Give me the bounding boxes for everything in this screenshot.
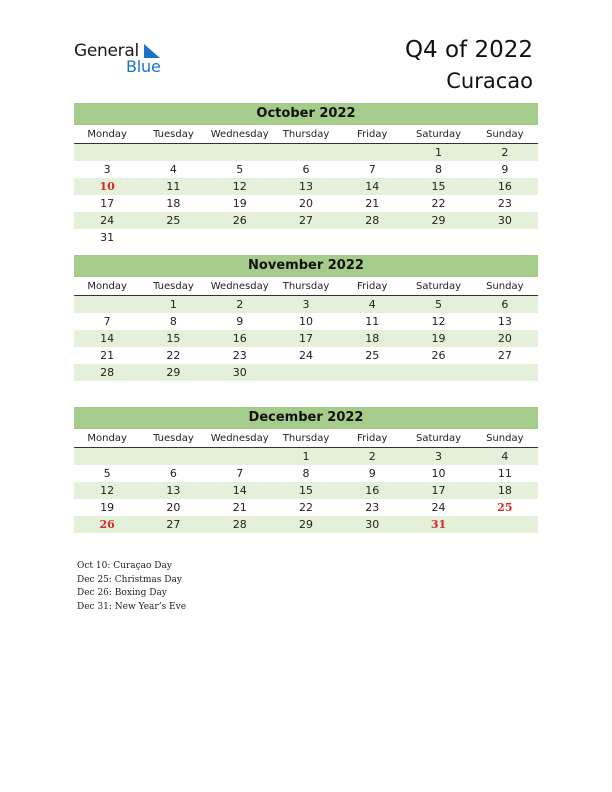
weekday-label: Wednesday [210,281,269,292]
day-cell [339,144,405,161]
day-cell: 13 [298,180,313,193]
day-cell: 22 [298,501,313,514]
day-cell: 17 [298,332,313,345]
day-cell: 3 [435,450,443,463]
weekday-label: Wednesday [210,129,269,140]
month-title: November 2022 [74,255,538,277]
day-cell: 27 [497,349,512,362]
day-cell: 23 [232,349,247,362]
weekday-label: Wednesday [210,433,269,444]
day-cell: 4 [169,163,177,176]
day-cell: 7 [368,163,376,176]
holiday-note: Dec 25: Christmas Day [77,574,182,585]
day-cell: 12 [431,315,446,328]
day-cell: 5 [435,298,443,311]
day-cell: 11 [166,180,181,193]
day-cell [339,364,405,381]
day-cell: 20 [497,332,512,345]
weekday-label: Thursday [282,433,330,444]
page-title: Q4 of 2022 [404,37,533,63]
day-cell: 30 [232,366,247,379]
day-cell: 19 [100,501,115,514]
day-cell [472,516,538,533]
weekday-label: Monday [87,281,127,292]
day-cell: 28 [232,518,247,531]
day-cell: 13 [497,315,512,328]
logo-triangle-icon [142,44,160,58]
day-cell: 21 [100,349,115,362]
weekday-label: Sunday [486,129,524,140]
week-row [74,499,538,516]
day-cell: 25 [497,501,513,514]
day-cell [273,229,339,246]
week-row [74,161,538,178]
generalblue-logo [74,41,174,77]
day-cell [74,296,140,313]
weekday-label: Monday [87,433,127,444]
day-cell: 23 [365,501,380,514]
day-cell: 18 [166,197,181,210]
day-cell: 10 [298,315,313,328]
day-cell: 18 [365,332,380,345]
day-cell: 2 [236,298,244,311]
day-cell: 6 [169,467,177,480]
day-cell: 20 [298,197,313,210]
day-cell: 25 [166,214,181,227]
weekday-label: Saturday [416,129,462,140]
day-cell: 14 [365,180,380,193]
week-row [74,313,538,330]
day-cell: 15 [166,332,181,345]
day-cell: 26 [431,349,446,362]
weekday-label: Friday [357,433,388,444]
day-cell: 28 [100,366,115,379]
day-cell [207,144,273,161]
page-subtitle: Curacao [446,69,533,93]
day-cell: 30 [365,518,380,531]
day-cell [74,144,140,161]
day-cell: 31 [430,518,447,531]
day-cell: 12 [232,180,247,193]
day-cell [405,229,471,246]
day-cell: 25 [365,349,380,362]
day-cell: 15 [298,484,313,497]
day-cell: 29 [431,214,446,227]
day-cell: 22 [431,197,446,210]
day-cell: 19 [431,332,446,345]
holiday-note: Dec 31: New Year’s Eve [77,601,187,612]
day-cell [140,448,206,465]
logo-word-blue: Blue [126,57,161,76]
day-cell [405,364,471,381]
day-cell: 22 [166,349,181,362]
day-cell: 5 [103,467,111,480]
day-cell: 31 [100,231,115,244]
weekday-label: Tuesday [153,281,194,292]
day-cell: 9 [501,163,509,176]
day-cell: 16 [232,332,247,345]
day-cell: 1 [169,298,177,311]
day-cell: 14 [100,332,115,345]
month-calendar-december [74,407,538,533]
day-cell [472,364,538,381]
day-cell [207,448,273,465]
day-cell: 5 [236,163,244,176]
week-row [74,212,538,229]
holiday-notes [77,560,186,614]
day-cell: 3 [103,163,111,176]
week-row [74,516,538,533]
weekday-label: Saturday [416,433,462,444]
day-cell [74,448,140,465]
day-cell [140,144,206,161]
day-cell: 6 [501,298,509,311]
weekday-label: Tuesday [153,433,194,444]
weekday-label: Tuesday [153,129,194,140]
day-cell: 21 [365,197,380,210]
day-cell: 14 [232,484,247,497]
weekday-label: Monday [87,129,127,140]
week-row [74,229,538,246]
week-row [74,482,538,499]
day-cell: 26 [99,518,115,531]
weekday-label: Thursday [282,281,330,292]
month-title: December 2022 [74,407,538,429]
day-cell: 24 [298,349,313,362]
week-row [74,364,538,381]
day-cell: 16 [497,180,512,193]
month-calendar-october [74,103,538,246]
logo-word-general: General [74,41,139,61]
day-cell: 11 [365,315,380,328]
day-cell [207,229,273,246]
weekday-header-row [74,277,538,296]
weekday-label: Sunday [486,433,524,444]
day-cell: 10 [99,180,115,193]
day-cell: 4 [368,298,376,311]
week-row [74,195,538,212]
day-cell: 1 [302,450,310,463]
day-cell: 11 [497,467,512,480]
day-cell [140,229,206,246]
month-title: October 2022 [74,103,538,125]
day-cell: 23 [497,197,512,210]
day-cell: 10 [431,467,446,480]
day-cell: 6 [302,163,310,176]
week-row [74,347,538,364]
weekday-label: Saturday [416,281,462,292]
day-cell: 1 [435,146,443,159]
day-cell: 18 [497,484,512,497]
day-cell [339,229,405,246]
week-row [74,465,538,482]
holiday-note: Dec 26: Boxing Day [77,588,167,598]
day-cell: 7 [103,315,111,328]
day-cell: 13 [166,484,181,497]
day-cell: 30 [497,214,512,227]
day-cell: 17 [100,197,115,210]
day-cell: 8 [302,467,310,480]
week-row [74,448,538,465]
day-cell: 27 [298,214,313,227]
day-cell: 9 [368,467,376,480]
day-cell: 9 [236,315,244,328]
day-cell: 26 [232,214,247,227]
day-cell: 16 [365,484,380,497]
day-cell: 4 [501,450,509,463]
day-cell: 2 [368,450,376,463]
day-cell: 15 [431,180,446,193]
month-calendar-november [74,255,538,381]
day-cell: 19 [232,197,247,210]
week-row [74,144,538,161]
day-cell: 8 [435,163,443,176]
day-cell: 2 [501,146,509,159]
day-cell: 12 [100,484,115,497]
day-cell: 17 [431,484,446,497]
weekday-label: Sunday [486,281,524,292]
day-cell: 27 [166,518,181,531]
day-cell: 29 [166,366,181,379]
day-cell: 28 [365,214,380,227]
day-cell: 21 [232,501,247,514]
weekday-label: Thursday [282,129,330,140]
day-cell: 7 [236,467,244,480]
day-cell: 24 [431,501,446,514]
holiday-note: Oct 10: Curaçao Day [77,561,172,571]
day-cell [273,364,339,381]
day-cell: 29 [298,518,313,531]
week-row [74,330,538,347]
weekday-label: Friday [357,129,388,140]
weekday-header-row [74,429,538,448]
week-row [74,296,538,313]
week-row [74,178,538,195]
day-cell: 8 [169,315,177,328]
day-cell: 20 [166,501,181,514]
weekday-header-row [74,125,538,144]
day-cell [273,144,339,161]
day-cell [472,229,538,246]
day-cell: 24 [100,214,115,227]
day-cell: 3 [302,298,310,311]
weekday-label: Friday [357,281,388,292]
